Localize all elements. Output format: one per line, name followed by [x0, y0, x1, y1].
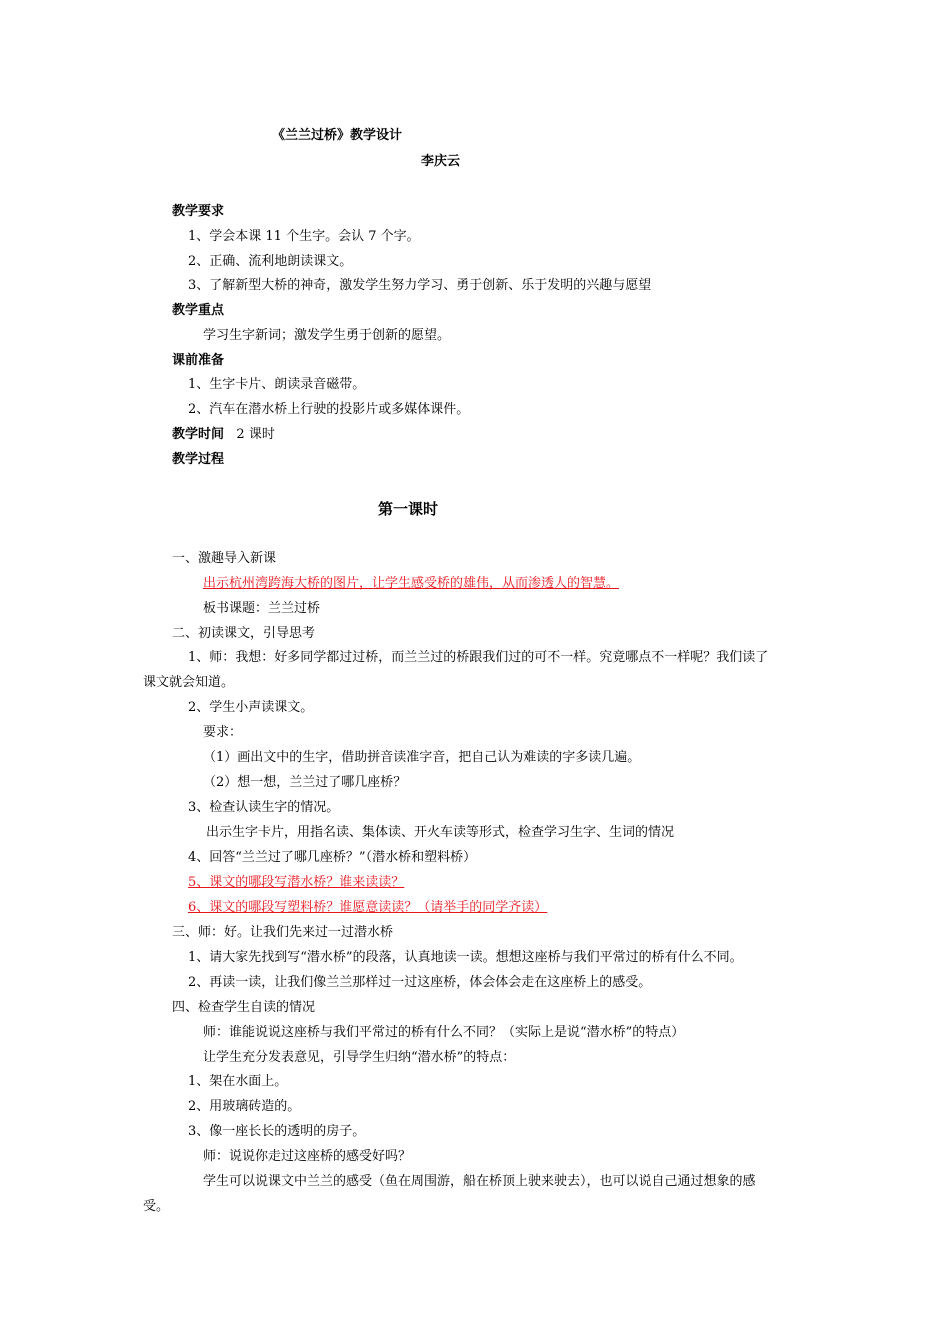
- preparation-item: 2、汽车在潜水桥上行驶的投影片或多媒体课件。: [188, 402, 470, 417]
- section-2-p3: 3、检查认读生字的情况。: [188, 800, 340, 815]
- section-2-req-2: （2）想一想，兰兰过了哪几座桥？: [203, 775, 407, 790]
- document-title: 《兰兰过桥》教学设计: [272, 128, 403, 143]
- section-2-req-1: （1）画出文中的生字，借助拼音读准字音，把自己认为难读的字多读几遍。: [203, 750, 641, 765]
- section-4-q3: 师：说说你走过这座桥的感受好吗？: [203, 1149, 412, 1164]
- section-4-heading: 四、检查学生自读的情况: [172, 1000, 316, 1015]
- section-1-red-note: 出示杭州湾跨海大桥的图片，让学生感受桥的雄伟，从而渗透人的智慧。: [203, 576, 620, 591]
- author-name: 李庆云: [421, 154, 461, 169]
- section-2-p5: 5、课文的哪段写潜水桥？谁来读读？: [188, 875, 405, 890]
- requirement-item: 1、学会本课 11 个生字。会认 7 个字。: [188, 229, 420, 244]
- section-3-heading: 三、师：好。让我们先来过一过潜水桥: [172, 925, 394, 940]
- section-2-p3-detail: 出示生字卡片，用指名读、集体读、开火车读等形式，检查学习生字、生词的情况: [206, 825, 675, 840]
- requirement-item: 3、了解新型大桥的神奇，激发学生努力学习、勇于创新、乐于发明的兴趣与愿望: [188, 278, 652, 293]
- teaching-time-value: 2 课时: [236, 427, 275, 442]
- focus-heading: 教学重点: [172, 303, 225, 318]
- section-2-p1: 1、师：我想：好多同学都过过桥，而兰兰过的桥跟我们过的可不一样。究竟哪点不一样呢？我们读了: [188, 650, 769, 665]
- process-heading: 教学过程: [172, 452, 225, 467]
- section-3-p2: 2、再读一读，让我们像兰兰那样过一过这座桥，体会体会走在这座桥上的感受。: [188, 975, 652, 990]
- feature-item: 3、像一座长长的透明的房子。: [188, 1124, 366, 1139]
- requirement-item: 2、正确、流利地朗读课文。: [188, 254, 353, 269]
- section-4-q1: 师：谁能说说这座桥与我们平常过的桥有什么不同？（实际上是说“潜水桥”的特点）: [203, 1025, 685, 1040]
- lesson-title: 第一课时: [378, 500, 439, 518]
- preparation-heading: 课前准备: [172, 353, 225, 368]
- section-2-heading: 二、初读课文，引导思考: [172, 626, 316, 641]
- section-1-heading: 一、激趣导入新课: [172, 551, 277, 566]
- section-2-p1-cont: 课文就会知道。: [143, 675, 235, 690]
- section-4-q4-cont: 受。: [143, 1199, 170, 1214]
- section-2-p6: 6、课文的哪段写塑料桥？谁愿意读读？（请举手的同学齐读）: [188, 900, 548, 915]
- section-2-p2: 2、学生小声读课文。: [188, 700, 314, 715]
- preparation-item: 1、生字卡片、朗读录音磁带。: [188, 377, 366, 392]
- teaching-time-label: 教学时间: [172, 427, 225, 442]
- section-2-requirements: 要求：: [203, 725, 243, 740]
- section-1-board: 板书课题：兰兰过桥: [203, 601, 321, 616]
- section-2-p4: 4、回答“兰兰过了哪几座桥？”（潜水桥和塑料桥）: [188, 850, 477, 865]
- feature-item: 1、架在水面上。: [188, 1074, 288, 1089]
- section-4-q4: 学生可以说课文中兰兰的感受（鱼在周围游，船在桥顶上驶来驶去），也可以说自己通过想象的感: [203, 1174, 756, 1189]
- section-4-q2: 让学生充分发表意见，引导学生归纳“潜水桥”的特点：: [203, 1050, 516, 1065]
- feature-item: 2、用玻璃砖造的。: [188, 1099, 301, 1114]
- section-3-p1: 1、请大家先找到写“潜水桥”的段落，认真地读一读。想想这座桥与我们平常过的桥有什么不同。: [188, 950, 743, 965]
- requirements-heading: 教学要求: [172, 204, 225, 219]
- focus-text: 学习生字新词；激发学生勇于创新的愿望。: [203, 328, 451, 343]
- teaching-time: [172, 427, 275, 443]
